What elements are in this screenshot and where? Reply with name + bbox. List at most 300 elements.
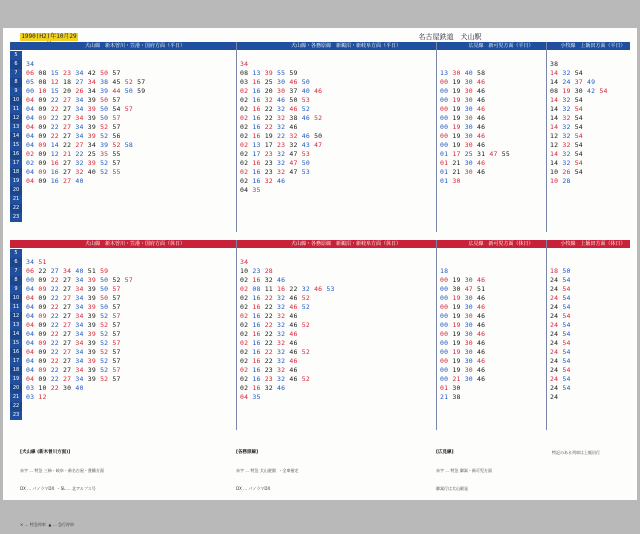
timetable-cell [26,159,234,168]
departure-minute: 00 [440,132,453,140]
departure-minute: 34 [87,141,101,149]
departure-minute: 40 [464,69,478,77]
departure-minute: 22 [277,132,290,140]
timetable-cell [240,69,434,78]
departure-minute: 30 [464,348,478,356]
departure-minute: 27 [63,366,76,374]
legend-line: 御嵩行は犬山駅発 [436,486,468,491]
departure-minute: 34 [87,87,101,95]
hour-label: 5 [14,52,18,58]
departure-minute: 19 [452,330,465,338]
legend-line: DX … パノラマDX [236,486,271,491]
departure-minute: 00 [26,276,39,284]
departure-minute: 23 [264,375,278,383]
timetable-cell [550,276,628,285]
hour-label: 22 [10,402,22,411]
departure-minute: 27 [63,168,76,176]
departure-minute: 46 [477,366,486,374]
departure-minute: 10 [550,168,563,176]
departure-minute: 32 [264,96,278,104]
departure-minute: 46 [477,78,486,86]
departure-minute: 19 [452,366,465,374]
departure-minute: 19 [452,339,465,347]
departure-minute: 04 [26,285,39,293]
departure-minute: 32 [264,276,278,284]
departure-minute: 52 [301,375,310,383]
departure-minute: 30 [464,366,478,374]
departure-minute: 34 [75,69,88,77]
departure-minute: 19 [452,294,465,302]
departure-minute: 50 [100,276,113,284]
departure-minute: 21 [452,159,465,167]
timetable-cell [550,312,628,321]
hour-label: 23 [12,412,20,418]
departure-minute: 46 [289,303,302,311]
timetable-cell [440,321,544,330]
hour-label: 21 [12,196,20,202]
departure-minute: 24 [550,366,563,374]
departure-minute: 46 [301,114,315,122]
timetable-cell [440,150,544,159]
departure-minute: 38 [452,393,461,401]
departure-minute: 01 [440,159,453,167]
departure-minute: 50 [562,267,571,275]
departure-minute: 53 [301,150,310,158]
hour-label: 19 [12,178,20,184]
departure-minute: 40 [75,177,84,185]
timetable-cell [440,303,544,312]
departure-minute: 47 [289,150,302,158]
departure-minute: 34 [75,375,88,383]
timetable-cell [240,321,434,330]
departure-minute: 54 [112,105,125,113]
departure-minute: 21 [440,393,453,401]
departure-minute: 46 [477,339,486,347]
departure-minute: 32 [562,150,575,158]
timetable-cell [240,177,434,186]
departure-minute: 00 [440,294,453,302]
hour-label: 13 [12,124,20,130]
departure-minute: 16 [252,330,265,338]
timetable-cell [440,69,544,78]
departure-minute: 02 [240,132,253,140]
hour-label: 19 [12,376,20,382]
departure-minute: 22 [264,123,278,131]
departure-minute: 08 [38,78,51,86]
departure-minute: 09 [38,375,51,383]
timetable-cell [240,114,434,123]
departure-minute: 03 [240,78,253,86]
departure-minute: 09 [38,177,51,185]
departure-minute: 54 [574,141,583,149]
legend-line: 特記のある列車は上飯田行 [552,450,600,455]
departure-minute: 04 [240,186,253,194]
departure-minute: 27 [63,123,76,131]
departure-minute: 40 [75,384,84,392]
hour-label: 10 [10,294,22,303]
date-label: 1990(H2)年10月29 [21,33,77,40]
timetable-cell [240,78,434,87]
departure-minute: 35 [252,186,261,194]
timetable-cell [240,384,434,393]
departure-minute: 50 [100,69,113,77]
departure-minute: 16 [252,78,265,86]
departure-minute: 16 [252,168,265,176]
departure-minute: 19 [264,132,278,140]
departure-minute: 04 [26,177,39,185]
departure-minute: 16 [50,159,64,167]
departure-minute: 54 [562,312,571,320]
departure-minute: 22 [50,96,64,104]
timetable-cell [550,123,628,132]
departure-minute: 32 [264,177,278,185]
departure-minute: 46 [277,177,286,185]
departure-minute: 04 [26,294,39,302]
departure-minute: 50 [100,96,113,104]
departure-minute: 00 [440,276,453,284]
departure-minute: 30 [464,168,478,176]
departure-minute: 54 [562,339,571,347]
departure-minute: 09 [38,312,51,320]
timetable-cell [240,168,434,177]
departure-minute: 30 [277,78,290,86]
departure-minute: 09 [38,114,51,122]
legend-title: [広見線] [436,450,454,455]
departure-minute: 09 [38,132,51,140]
timetable-cell [26,105,234,114]
departure-minute: 09 [38,285,51,293]
weekday-col-header-1: 犬山線 新木曽川・笠港・国府方面（平日） [84,43,185,49]
departure-minute: 59 [100,267,109,275]
departure-minute: 32 [277,312,290,320]
departure-minute: 16 [252,87,265,95]
departure-minute: 19 [452,348,465,356]
departure-minute: 23 [264,366,278,374]
departure-minute: 46 [289,330,298,338]
timetable-cell [240,303,434,312]
departure-minute: 32 [562,132,575,140]
departure-minute: 02 [240,357,253,365]
departure-minute: 34 [75,105,88,113]
timetable-cell [440,357,544,366]
departure-minute: 32 [277,168,290,176]
departure-minute: 30 [574,87,588,95]
departure-minute: 30 [464,357,478,365]
departure-minute: 54 [574,114,583,122]
departure-minute: 12 [550,141,563,149]
departure-minute: 52 [100,348,113,356]
timetable-cell [550,114,628,123]
departure-minute: 46 [477,87,486,95]
departure-minute: 00 [440,348,453,356]
departure-minute: 00 [440,330,453,338]
departure-minute: 54 [574,96,583,104]
departure-minute: 46 [289,78,302,86]
timetable-cell [550,330,628,339]
departure-minute: 22 [264,330,278,338]
departure-minute: 22 [50,294,64,302]
departure-minute: 04 [26,96,39,104]
departure-minute: 04 [26,132,39,140]
departure-minute: 46 [314,285,327,293]
departure-minute: 39 [100,141,113,149]
timetable-cell [440,123,544,132]
timetable-cell [550,78,628,87]
departure-minute: 16 [50,168,64,176]
departure-minute: 39 [87,132,101,140]
departure-minute: 02 [240,168,253,176]
timetable-cell [550,87,628,96]
timetable-cell [26,150,234,159]
departure-minute: 51 [38,258,47,266]
departure-minute: 22 [264,357,278,365]
timetable-cell [550,258,628,267]
departure-minute: 30 [464,141,478,149]
timetable-cell [26,294,234,303]
departure-minute: 22 [50,366,64,374]
departure-minute: 27 [63,357,76,365]
departure-minute: 54 [562,276,571,284]
departure-minute: 02 [240,294,253,302]
timetable-cell [440,159,544,168]
departure-minute: 46 [289,366,298,374]
departure-minute: 54 [562,375,571,383]
hour-label: 17 [12,358,20,364]
departure-minute: 24 [550,357,563,365]
timetable-cell [240,312,434,321]
departure-minute: 46 [477,159,486,167]
departure-minute: 24 [550,384,563,392]
timetable-cell [240,141,434,150]
departure-minute: 54 [562,321,571,329]
departure-minute: 24 [550,330,563,338]
timetable-cell [550,339,628,348]
hour-label: 8 [10,276,22,285]
departure-minute: 39 [87,330,101,338]
departure-minute: 16 [252,294,265,302]
departure-minute: 22 [38,267,51,275]
timetable-cell [440,339,544,348]
timetable-cell [440,348,544,357]
departure-minute: 02 [240,87,253,95]
hour-label: 9 [14,88,18,94]
departure-minute: 24 [550,312,563,320]
legend-inuyama-line [20,438,104,534]
departure-minute: 27 [63,303,76,311]
departure-minute: 22 [264,312,278,320]
departure-minute: 02 [240,339,253,347]
departure-minute: 52 [100,321,113,329]
departure-minute: 27 [63,285,76,293]
departure-minute: 57 [112,159,121,167]
departure-minute: 34 [75,312,88,320]
timetable-cell [440,258,544,267]
departure-minute: 16 [252,339,265,347]
departure-minute: 22 [264,321,278,329]
departure-minute: 34 [75,132,88,140]
departure-minute: 30 [464,330,478,338]
departure-minute: 22 [50,339,64,347]
departure-minute: 22 [50,330,64,338]
departure-minute: 22 [50,357,64,365]
departure-minute: 16 [252,321,265,329]
departure-minute: 12 [50,150,64,158]
departure-minute: 53 [301,96,310,104]
departure-minute: 23 [264,150,278,158]
hour-label: 9 [14,286,18,292]
timetable-cell [26,96,234,105]
departure-minute: 09 [38,96,51,104]
weekday-col-header-2: 犬山線・各務原線 新鵜沼・新岐阜方面（平日） [290,43,401,49]
timetable-cell [240,330,434,339]
departure-minute: 55 [112,150,121,158]
departure-minute: 35 [252,393,261,401]
departure-minute: 27 [63,276,76,284]
departure-minute: 46 [477,123,486,131]
departure-minute: 55 [112,168,121,176]
legend-line: 赤字 … 特急 犬山遊園 ・全車指定 [236,468,299,473]
departure-minute: 32 [277,159,290,167]
departure-minute: 09 [38,366,51,374]
departure-minute: 28 [264,267,273,275]
timetable-cell [26,384,234,393]
departure-minute: 38 [289,114,302,122]
departure-minute: 52 [301,294,310,302]
departure-minute: 02 [240,366,253,374]
departure-minute: 54 [574,69,583,77]
departure-minute: 54 [562,384,571,392]
departure-minute: 30 [464,114,478,122]
departure-minute: 34 [75,285,88,293]
departure-minute: 23 [264,168,278,176]
departure-minute: 22 [50,123,64,131]
hour-label: 14 [10,132,22,141]
departure-minute: 54 [562,303,571,311]
departure-minute: 59 [289,69,298,77]
departure-minute: 50 [100,285,113,293]
timetable-cell [440,312,544,321]
departure-minute: 25 [87,150,101,158]
departure-minute: 24 [550,303,563,311]
departure-minute: 56 [112,132,121,140]
departure-minute: 47 [289,159,302,167]
departure-minute: 22 [75,150,88,158]
departure-minute: 16 [252,123,265,131]
departure-minute: 27 [63,312,76,320]
departure-minute: 14 [550,105,563,113]
departure-minute: 30 [63,384,76,392]
timetable-cell [550,186,628,195]
departure-minute: 52 [100,312,113,320]
departure-minute: 30 [452,384,461,392]
timetable-cell [26,375,234,384]
departure-minute: 13 [252,141,265,149]
departure-minute: 27 [63,375,76,383]
departure-minute: 46 [477,96,486,104]
hour-label: 11 [12,106,20,112]
departure-minute: 02 [240,303,253,311]
departure-minute: 10 [240,267,253,275]
timetable-cell [240,150,434,159]
departure-minute: 04 [26,321,39,329]
departure-minute: 39 [87,105,101,113]
legend-title: [犬山線 (新木曽川方面)] [20,450,71,455]
departure-minute: 37 [574,78,588,86]
departure-minute: 04 [26,366,39,374]
departure-minute: 27 [75,141,88,149]
timetable-cell [240,96,434,105]
departure-minute: 39 [87,348,101,356]
departure-minute: 54 [562,330,571,338]
timetable-cell [550,366,628,375]
departure-minute: 21 [452,168,465,176]
departure-minute: 16 [252,357,265,365]
departure-minute: 22 [264,105,278,113]
departure-minute: 00 [440,321,453,329]
departure-minute: 40 [87,168,101,176]
timetable-cell [440,384,544,393]
timetable-cell [26,123,234,132]
timetable-cell [26,267,234,276]
departure-minute: 04 [26,357,39,365]
timetable-cell [240,258,434,267]
departure-minute: 14 [550,159,563,167]
departure-minute: 46 [289,321,302,329]
departure-minute: 04 [26,168,39,176]
departure-minute: 54 [574,105,583,113]
departure-minute: 14 [550,123,563,131]
departure-minute: 50 [124,87,138,95]
departure-minute: 22 [50,276,64,284]
timetable-cell [440,276,544,285]
departure-minute: 19 [452,141,465,149]
departure-minute: 19 [452,312,465,320]
departure-minute: 27 [63,96,76,104]
departure-minute: 42 [587,87,600,95]
timetable-cell [26,60,234,69]
hour-label: 16 [10,150,22,159]
timetable-cell [26,303,234,312]
departure-minute: 22 [264,294,278,302]
departure-minute: 34 [63,267,76,275]
departure-minute: 46 [289,105,302,113]
departure-minute: 19 [452,87,465,95]
departure-minute: 30 [464,123,478,131]
departure-minute: 16 [252,348,265,356]
departure-minute: 00 [440,339,453,347]
departure-minute: 46 [477,294,486,302]
departure-minute: 50 [289,96,302,104]
departure-minute: 22 [63,141,76,149]
departure-minute: 57 [112,330,121,338]
departure-minute: 43 [301,141,315,149]
departure-minute: 46 [477,168,486,176]
departure-minute: 34 [75,303,88,311]
departure-minute: 47 [314,141,323,149]
timetable-cell [26,186,234,195]
departure-minute: 09 [38,294,51,302]
timetable-cell [550,159,628,168]
departure-minute: 30 [464,276,478,284]
departure-minute: 46 [289,294,302,302]
timetable-cell [26,330,234,339]
departure-minute: 03 [26,384,39,392]
timetable-cell [26,276,234,285]
departure-minute: 22 [264,303,278,311]
departure-minute: 23 [264,159,278,167]
departure-minute: 14 [550,78,563,86]
departure-minute: 03 [26,393,39,401]
